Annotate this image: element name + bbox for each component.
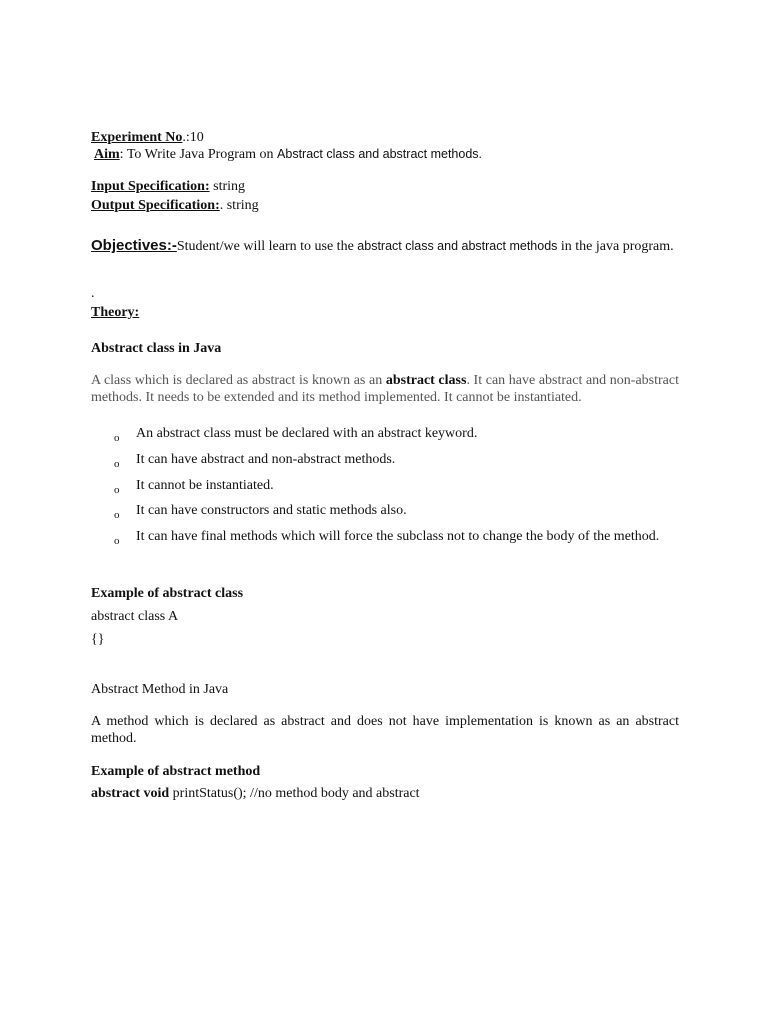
- output-spec-label: Output Specification:: [91, 198, 220, 213]
- output-specification: [91, 197, 259, 214]
- aim-topic: Abstract class and abstract methods.: [277, 147, 483, 161]
- objectives-paragraph: [91, 234, 681, 258]
- objectives-text-2: in the java program.: [557, 239, 674, 254]
- aim-label: Aim: [94, 147, 120, 162]
- output-spec-value: . string: [219, 198, 259, 213]
- list-item: An abstract class must be declared with an abstract keyword.: [136, 426, 478, 441]
- list-item: It can have abstract and non-abstract methods.: [136, 452, 396, 467]
- objectives-label: Objectives:-: [91, 237, 177, 254]
- aim-text: To Write Java Program on: [126, 147, 278, 162]
- bullet-marker: o: [114, 432, 120, 444]
- example-class-line-1: abstract class A: [91, 609, 179, 624]
- abstract-class-para-bold: abstract class: [385, 373, 467, 388]
- stray-dot: .: [91, 286, 95, 301]
- bullet-marker: o: [114, 484, 120, 496]
- example-method-code: [91, 785, 420, 802]
- example-method-signature: printStatus(); //no method body and abstract: [169, 786, 420, 801]
- experiment-value: .:10: [182, 130, 204, 145]
- objectives-text-1: Student/we will learn to use the: [176, 239, 358, 254]
- abstract-method-heading: Abstract Method in Java: [91, 682, 229, 697]
- abstract-class-paragraph: [91, 372, 679, 406]
- abstract-class-para-post: . It can have abstract and non-abstract methods. It needs to be extended and its method implemented. It cannot be instantiated.: [91, 373, 679, 405]
- abstract-class-para-pre: A class which is declared as abstract is known as an: [91, 373, 386, 388]
- experiment-label: Experiment No: [91, 130, 183, 145]
- experiment-number: [91, 129, 204, 146]
- input-spec-value: string: [209, 179, 246, 194]
- aim-separator: :: [119, 147, 127, 162]
- list-item: It cannot be instantiated.: [136, 478, 274, 493]
- theory-heading: Theory:: [91, 305, 140, 320]
- example-method-heading: Example of abstract method: [91, 764, 261, 779]
- example-class-heading: Example of abstract class: [91, 586, 244, 601]
- aim-line: [94, 146, 482, 163]
- list-item: It can have constructors and static methods also.: [136, 503, 407, 518]
- bullet-marker: o: [114, 458, 120, 470]
- objectives-topic: abstract class and abstract methods: [357, 239, 558, 253]
- input-specification: [91, 178, 245, 195]
- bullet-marker: o: [114, 535, 120, 547]
- input-spec-label: Input Specification:: [91, 179, 210, 194]
- example-method-keywords: abstract void: [91, 786, 170, 801]
- abstract-method-paragraph: A method which is declared as abstract and does not have implementation is known as an abstract method.: [91, 714, 679, 746]
- abstract-class-heading: Abstract class in Java: [91, 341, 222, 356]
- bullet-marker: o: [114, 509, 120, 521]
- list-item: It can have final methods which will force the subclass not to change the body of the method.: [136, 529, 660, 544]
- example-class-line-2: {}: [91, 632, 105, 647]
